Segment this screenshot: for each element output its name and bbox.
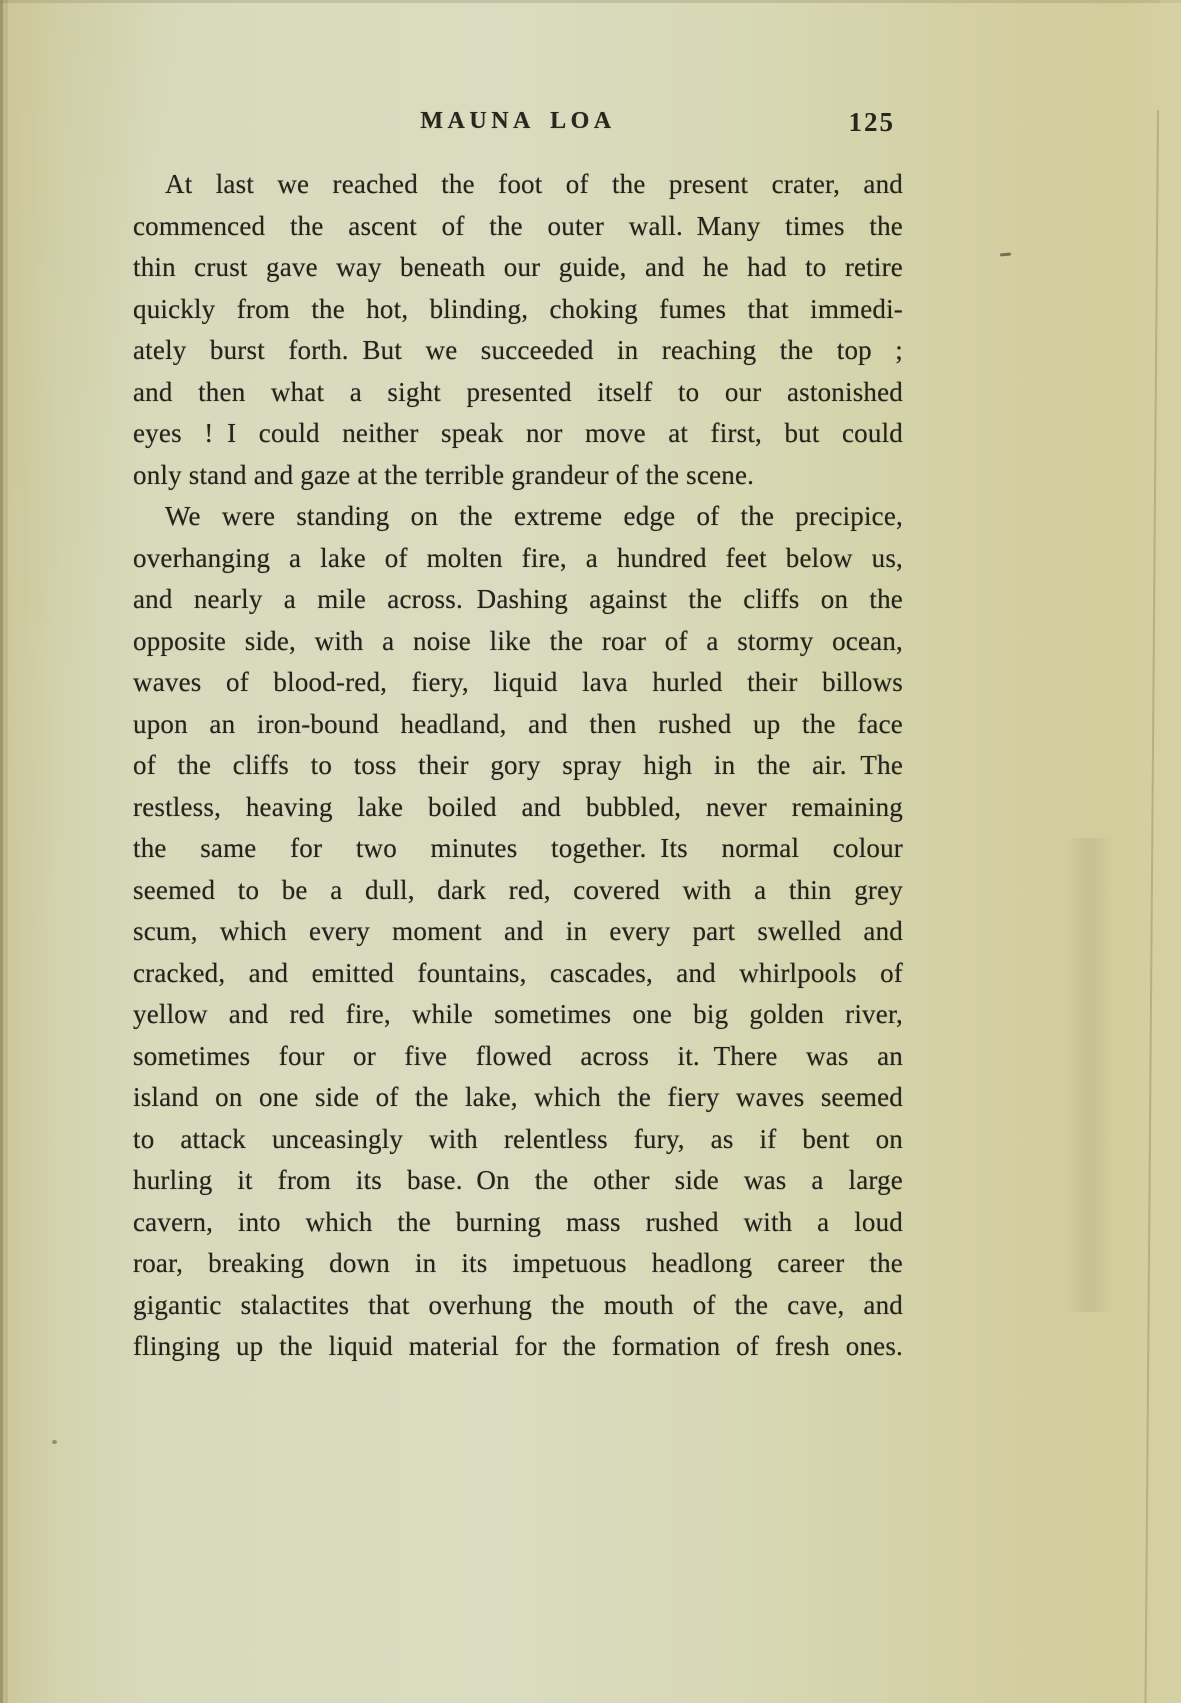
text-line: cracked, and emitted fountains, cascades, and whirlpools of (133, 957, 903, 988)
text-line: At last we reached the foot of the present crater, and (165, 169, 903, 199)
text-line: the same for two minutes together. Its normal colour (133, 833, 903, 863)
scan-speck-dash (1000, 253, 1011, 257)
text-line: hurling it from its base. On the other side was a large (133, 1165, 903, 1195)
text-line: ately burst forth. But we succeeded in reaching the top ; (133, 335, 903, 365)
page-crease-shadow (1066, 838, 1112, 1312)
text-line: commenced the ascent of the outer wall. Many times the (133, 210, 903, 241)
text-line: sometimes four or five flowed across it. There was an (133, 1040, 903, 1071)
text-line: gigantic stalactites that overhung the mouth of the cave, and (133, 1289, 903, 1320)
page-number: 125 (848, 107, 895, 137)
text-line: flinging up the liquid material for the formation of fresh ones. (133, 1331, 903, 1361)
text-line: restless, heaving lake boiled and bubbled, never remaining (133, 791, 903, 822)
paragraph (133, 164, 903, 496)
text-line: upon an iron-bound headland, and then rushed up the face (133, 708, 903, 739)
text-line: yellow and red fire, while sometimes one big golden river, (133, 999, 903, 1029)
page-right-edge-shadow (1160, 0, 1181, 1703)
running-title: MAUNA LOA (420, 108, 616, 134)
text-line: roar, breaking down in its impetuous headlong career the (133, 1248, 903, 1278)
page-header (133, 108, 903, 160)
page-left-edge-shadow (3, 0, 8, 1703)
page-content (133, 108, 903, 1368)
text-line: seemed to be a dull, dark red, covered with a thin grey (133, 874, 903, 905)
paragraph (133, 496, 903, 1368)
page-top-edge-shadow (0, 0, 1181, 3)
text-line: to attack unceasingly with relentless fury, as if bent on (133, 1123, 903, 1154)
text-line: only stand and gaze at the terrible grandeur of the scene. (133, 459, 755, 490)
text-line: of the cliffs to toss their gory spray high in the air. The (133, 750, 903, 780)
text-line: and nearly a mile across. Dashing against the cliffs on the (133, 584, 903, 614)
text-line: We were standing on the extreme edge of the precipice, (165, 501, 903, 531)
text-line: overhanging a lake of molten fire, a hundred feet below us, (133, 542, 903, 573)
page-right-edge-line (1144, 110, 1159, 1703)
text-line: and then what a sight presented itself to our astonished (133, 376, 903, 407)
scan-speck-dot (52, 1440, 57, 1444)
body-text (133, 164, 903, 1368)
text-line: eyes ! I could neither speak nor move at first, but could (133, 418, 903, 448)
text-line: scum, which every moment and in every part swelled and (133, 916, 903, 946)
text-line: cavern, into which the burning mass rushed with a loud (133, 1206, 903, 1237)
text-line: thin crust gave way beneath our guide, and he had to retire (133, 252, 903, 282)
text-line: waves of blood-red, fiery, liquid lava hurled their billows (133, 667, 903, 697)
text-line: island on one side of the lake, which the fiery waves seemed (133, 1082, 903, 1112)
text-line: quickly from the hot, blinding, choking fumes that immedi- (133, 293, 903, 324)
text-line: opposite side, with a noise like the roar of a stormy ocean, (133, 625, 903, 656)
